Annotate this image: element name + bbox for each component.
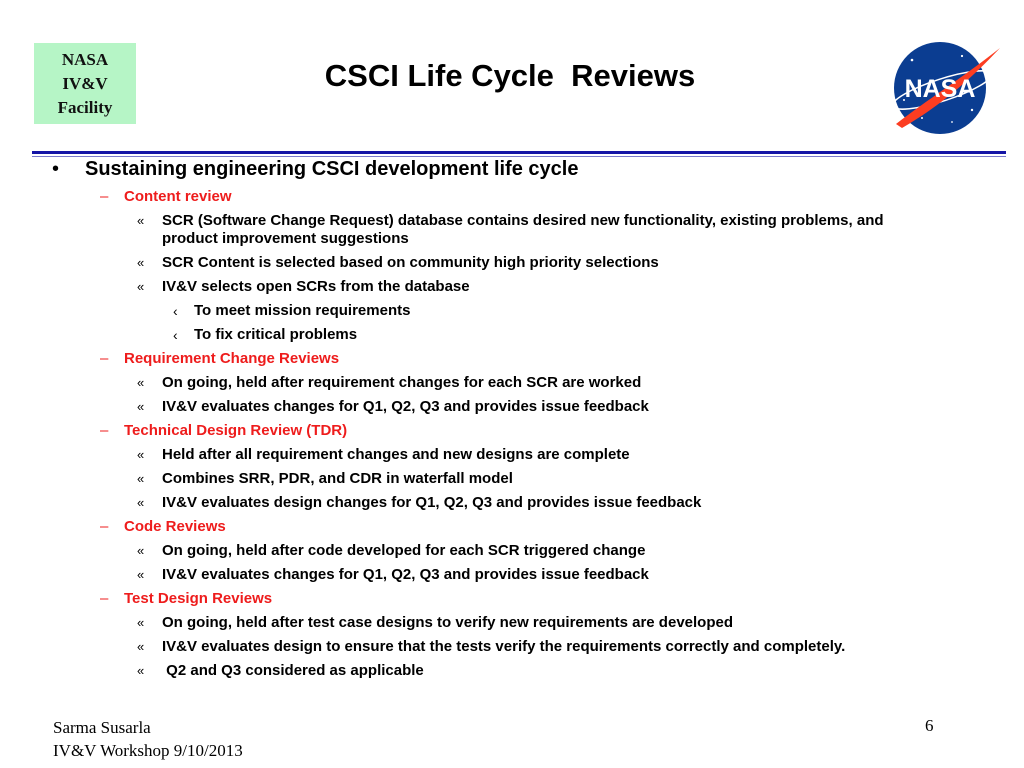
- outline-item-level-3: [0, 662, 1024, 680]
- outline-item-text: IV&V evaluates changes for Q1, Q2, Q3 and provides issue feedback: [162, 398, 649, 415]
- outline-item-text: Test Design Reviews: [124, 590, 273, 607]
- bullet-marker: «: [137, 399, 145, 414]
- footer-event: IV&V Workshop 9/10/2013: [53, 741, 243, 760]
- outline-item-text: IV&V selects open SCRs from the database: [162, 278, 470, 295]
- outline-item-text: To fix critical problems: [194, 326, 358, 343]
- bullet-marker: «: [137, 567, 145, 582]
- outline-item-text: Content review: [124, 188, 232, 205]
- bullet-marker: ‹: [173, 327, 178, 343]
- outline-item-level-4: [0, 326, 1024, 344]
- bullet-marker: «: [137, 663, 145, 678]
- bullet-marker: •: [52, 158, 60, 180]
- outline-item-level-4: [0, 302, 1024, 320]
- outline-item-text: Code Reviews: [124, 518, 226, 535]
- facility-line-1: NASA: [61, 50, 109, 69]
- outline-item-level-3: [0, 212, 1024, 248]
- outline-item-level-2: [0, 188, 1024, 206]
- bullet-marker: «: [137, 639, 145, 654]
- outline-item-level-2: [0, 422, 1024, 440]
- outline-item-text: Sustaining engineering CSCI development life cycle: [85, 158, 579, 180]
- outline-item-text: IV&V evaluates changes for Q1, Q2, Q3 and provides issue feedback: [162, 566, 649, 583]
- outline-item-level-3: [0, 254, 1024, 272]
- outline-item-text: On going, held after code developed for each SCR triggered change: [162, 542, 646, 559]
- outline-item-level-2: [0, 518, 1024, 536]
- bullet-marker: ‹: [173, 303, 178, 319]
- outline-item-level-3: [0, 614, 1024, 632]
- slide-title: CSCI Life Cycle Reviews: [324, 58, 696, 93]
- outline-item-text: SCR (Software Change Request) database contains desired new functionality, existing problems, and product improvement suggestions: [162, 212, 888, 247]
- bullet-marker: –: [100, 422, 109, 439]
- bullet-marker: «: [137, 495, 145, 510]
- outline-item-text: On going, held after test case designs to verify new requirements are developed: [162, 614, 733, 631]
- nasa-logo-text: NASA: [904, 75, 976, 103]
- slide-body: [0, 156, 1024, 680]
- bullet-marker: «: [137, 471, 145, 486]
- facility-line-2: IV&V: [62, 74, 108, 93]
- outline-item-level-2: [0, 590, 1024, 608]
- bullet-marker: «: [137, 279, 145, 294]
- outline-item-level-1: [0, 156, 1024, 182]
- bullet-marker: «: [137, 447, 145, 462]
- outline-item-level-3: [0, 494, 1024, 512]
- outline-item-text: IV&V evaluates design changes for Q1, Q2, Q3 and provides issue feedback: [162, 494, 702, 511]
- outline-item-level-3: [0, 278, 1024, 296]
- footer-info: [53, 716, 243, 762]
- outline-item-text: To meet mission requirements: [194, 302, 411, 319]
- bullet-marker: –: [100, 518, 109, 535]
- outline-item-level-3: [0, 542, 1024, 560]
- outline-item-text: Q2 and Q3 considered as applicable: [162, 662, 424, 679]
- outline-item-level-3: [0, 398, 1024, 416]
- outline-item-level-3: [0, 446, 1024, 464]
- nasa-logo: [882, 40, 1002, 136]
- outline-item-level-3: [0, 374, 1024, 392]
- outline-item-text: Technical Design Review (TDR): [124, 422, 348, 439]
- footer-author: Sarma Susarla: [53, 718, 151, 737]
- page-number: 6: [925, 716, 934, 735]
- outline-item-text: Held after all requirement changes and new designs are complete: [162, 446, 630, 463]
- bullet-marker: «: [137, 213, 145, 228]
- outline-item-level-2: [0, 350, 1024, 368]
- bullet-marker: «: [137, 255, 145, 270]
- outline-item-level-3: [0, 470, 1024, 488]
- bullet-marker: –: [100, 350, 109, 367]
- outline-item-text: IV&V evaluates design to ensure that the tests verify the requirements correctly and completely.: [162, 638, 846, 655]
- outline-item-text: Combines SRR, PDR, and CDR in waterfall model: [162, 470, 513, 487]
- outline-item-text: Requirement Change Reviews: [124, 350, 340, 367]
- facility-label-box: [34, 43, 136, 124]
- bullet-marker: «: [137, 543, 145, 558]
- bullet-marker: –: [100, 188, 109, 205]
- header-divider: [32, 151, 1006, 154]
- outline-item-text: On going, held after requirement changes for each SCR are worked: [162, 374, 642, 391]
- facility-line-3: Facility: [57, 98, 113, 117]
- outline-item-text: SCR Content is selected based on community high priority selections: [162, 254, 659, 271]
- outline-item-level-3: [0, 638, 1024, 656]
- bullet-marker: –: [100, 590, 109, 607]
- bullet-marker: «: [137, 375, 145, 390]
- outline-item-level-3: [0, 566, 1024, 584]
- bullet-marker: «: [137, 615, 145, 630]
